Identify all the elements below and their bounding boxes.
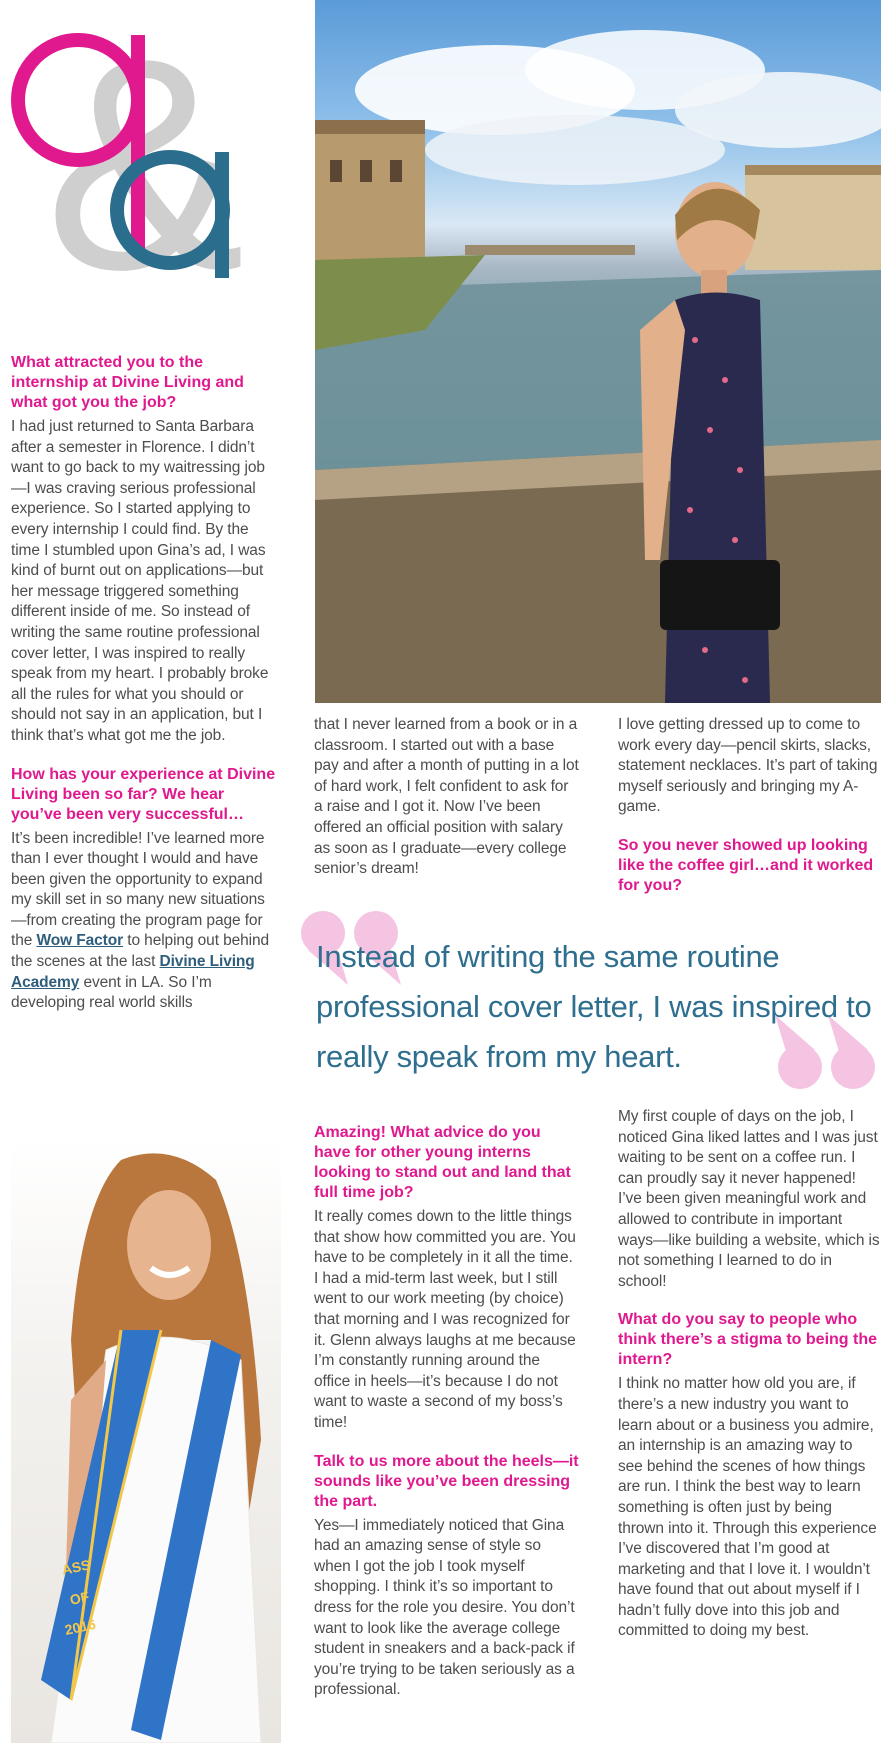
question-experience: How has your experience at Divine Living been so far? We hear you’ve been very successful…: [11, 765, 276, 823]
qa-logo-graphic: [0, 0, 300, 320]
answer-experience-part1: It’s been incredible! I’ve learned more than I ever thought I would and have been given the opportunity to expand my skill set in so many new situations—from creating the program page for the: [11, 829, 265, 950]
column-3-top: [618, 715, 881, 900]
sash-text-ass: ASS: [60, 1556, 92, 1578]
answer-heels: Yes—I immediately noticed that Gina had an amazing sense of style so when I got the job I took myself shopping. I think it’s so important to dress for the role you desire. You don’t want to look like the average college student in sneakers and a back-pack if you’re trying to be taken seriously as a professional.: [314, 1516, 575, 1699]
answer-advice: It really comes down to the little things that show how committed you are. You have to be completely in it all the time. I had a mid-term last week, but I still went to our work meeting (by choice) that morning and I was recognized for it. Glenn always laughs at me because I’m constantly running around the office in heels—it’s because I do not want to waste a second of my boss’s time!: [314, 1208, 576, 1431]
sash-text-of: OF: [68, 1588, 91, 1608]
column-3-bottom: [618, 1107, 881, 1642]
question-stigma: What do you say to people who think there’s a stigma to being the intern?: [618, 1311, 877, 1369]
column-3-top-text: I love getting dressed up to come to work every day—pencil skirts, slacks, statement necklaces. It’s part of taking myself seriously and bringing my A-game.: [618, 716, 878, 816]
answer-experience-part3: event in LA. So I’m developing real world skills: [11, 973, 212, 1012]
sash-text-2016: 2016: [63, 1615, 98, 1638]
answer-attracted: I had just returned to Santa Barbara after a semester in Florence. I didn’t want to go back to my waitressing job—I was craving serious professional experience. So I started applying to every internship I could find. By the time I stumbled upon Gina’s ad, I was kind of burnt out on applications—but her message triggered something different inside of me. So instead of writing the same routine professional cover letter, I was inspired to really speak from my heart. I probably broke all the rules for what you should or should not say in an application, but I think that’s what got me the job.: [11, 418, 269, 744]
answer-experience: [11, 829, 276, 1014]
florence-photo: [315, 0, 881, 703]
graduation-scene: [11, 1140, 281, 1743]
florence-scene: [315, 0, 881, 703]
column-2-bottom: [314, 1123, 579, 1701]
pull-quote-text: Instead of writing the same routine professional cover letter, I was inspired to really speak from my heart.: [316, 939, 872, 1074]
graduation-photo: [11, 1140, 281, 1743]
divine-living-academy-link[interactable]: Divine Living Academy: [11, 953, 255, 991]
qa-logo-text: [300, 0, 301, 1]
question-attracted: What attracted you to the internship at Divine Living and what got you the job?: [11, 354, 244, 411]
qa-logo: [0, 0, 300, 320]
column-1: [11, 353, 276, 1014]
column-2-top-text: that I never learned from a book or in a classroom. I started out with a base pay and after a month of putting in a lot of hard work, I felt confident to ask for a raise and I got it. Now I’ve been offered an official position with salary as soon as I graduate—every college senior’s dream!: [314, 716, 579, 878]
wow-factor-link[interactable]: Wow Factor: [36, 932, 124, 950]
answer-coffee-girl: My first couple of days on the job, I noticed Gina liked lattes and I was just waiting to be sent on a coffee run. I can proudly say it never happened! I’ve been given meaningful work and allowed to contribute in important ways—like building a website, which is not something I learned to do in school!: [618, 1108, 880, 1290]
question-coffee-girl: So you never showed up looking like the coffee girl…and it worked for you?: [618, 836, 874, 894]
answer-experience-part2: to helping out behind the scenes at the last: [11, 932, 270, 971]
ampersand-glyph: &: [45, 0, 246, 320]
question-heels: Talk to us more about the heels—it sounds like you’ve been dressing the part.: [314, 1452, 579, 1510]
answer-stigma: I think no matter how old you are, if there’s a new industry you want to learn about or a business you admire, an internship is an amazing way to see behind the scenes of how things are run. I think the best way to learn something is often just by being thrown into it. Through this experience I’ve discovered that I’m good at marketing and that I love it. I wouldn’t have found that out about myself if I hadn’t fully dove into this job and committed to doing my best.: [618, 1375, 877, 1640]
question-advice: Amazing! What advice do you have for other young interns looking to stand out and land that full time job?: [314, 1124, 571, 1201]
column-2-top: [314, 715, 579, 880]
